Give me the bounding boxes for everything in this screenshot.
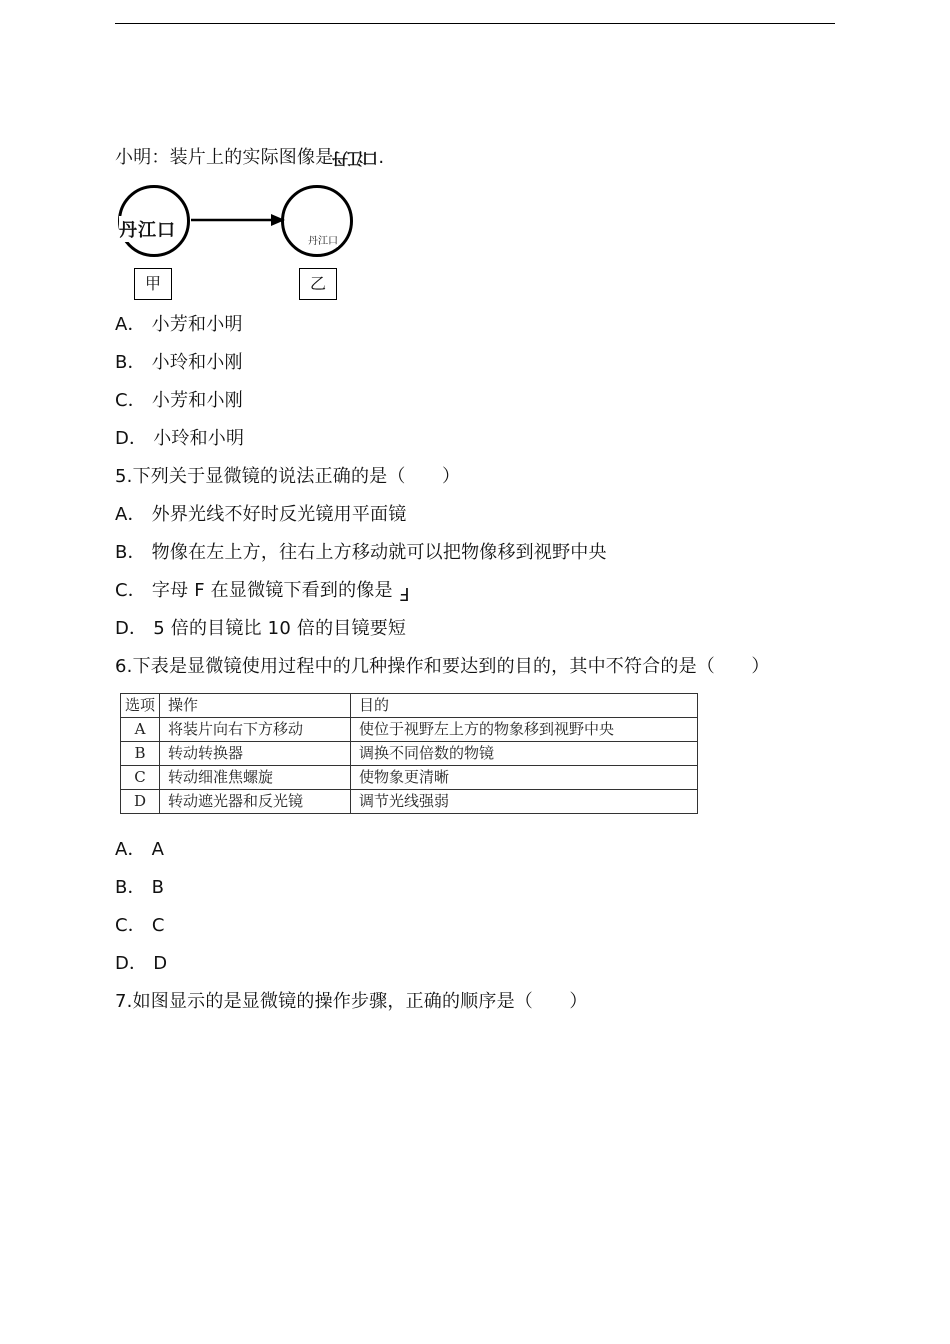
q4-option-b: B． 小玲和小刚 [115,352,243,373]
table-cell: 调换不同倍数的物镜 [351,742,698,766]
table-cell: A [121,718,160,742]
q5-stem: 5.下列关于显微镜的说法正确的是（ ） [115,466,461,487]
table-cell: 转动转换器 [160,742,351,766]
table-cell: 调节光线强弱 [351,790,698,814]
table-row [121,766,698,790]
table-row [121,718,698,742]
q5-option-a: A． 外界光线不好时反光镜用平面镜 [115,504,407,525]
table-row [121,790,698,814]
q6-option-b: B． B [115,877,165,898]
table-cell: 转动遮光器和反光镜 [160,790,351,814]
header-rule [115,23,835,24]
q5-option-b: B． 物像在左上方，往右上方移动就可以把物像移到视野中央 [115,542,607,563]
q7-stem: 7.如图显示的是显微镜的操作步骤，正确的顺序是（ ） [115,991,588,1012]
table-header-cell: 操作 [160,694,351,718]
table-cell: 使物象更清晰 [351,766,698,790]
q4-option-c: C． 小芳和小刚 [115,390,243,411]
q5-option-c: C． 字母 F 在显微镜下看到的像是 F [115,580,410,604]
q6-option-a: A． A [115,839,165,860]
label-box-jia: 甲 [134,268,172,300]
q6-stem: 6.下表是显微镜使用过程中的几种操作和要达到的目的，其中不符合的是（ ） [115,656,770,677]
q6-option-c: C． C [115,915,165,936]
operations-table [120,693,698,814]
arrow-right-icon [191,212,285,228]
table-cell: D [121,790,160,814]
table-cell: C [121,766,160,790]
q6-option-d: D． D [115,953,168,974]
table-header-cell: 选项 [121,694,160,718]
intro-prefix: 小明：装片上的实际图像是 [115,147,334,168]
table-cell: 将装片向右下方移动 [160,718,351,742]
table-cell: 使位于视野左上方的物象移到视野中央 [351,718,698,742]
table-header-cell: 目的 [351,694,698,718]
table-row [121,742,698,766]
label-box-yi: 乙 [299,268,337,300]
inverted-f-glyph: F [398,583,410,604]
circle-text-yi: 丹江口 [308,232,338,247]
intro-line [115,146,384,170]
q5-option-d: D． 5 倍的目镜比 10 倍的目镜要短 [115,618,407,639]
microscope-image-diagram [115,183,365,303]
table-cell: B [121,742,160,766]
table-header-row [121,694,698,718]
circle-text-jia: 丹江口 [119,216,176,242]
inverted-image-text: 口江丹 [333,149,379,168]
table-cell: 转动细准焦螺旋 [160,766,351,790]
q4-option-d: D． 小玲和小明 [115,428,245,449]
intro-suffix: . [378,147,385,168]
q4-option-a: A． 小芳和小明 [115,314,243,335]
